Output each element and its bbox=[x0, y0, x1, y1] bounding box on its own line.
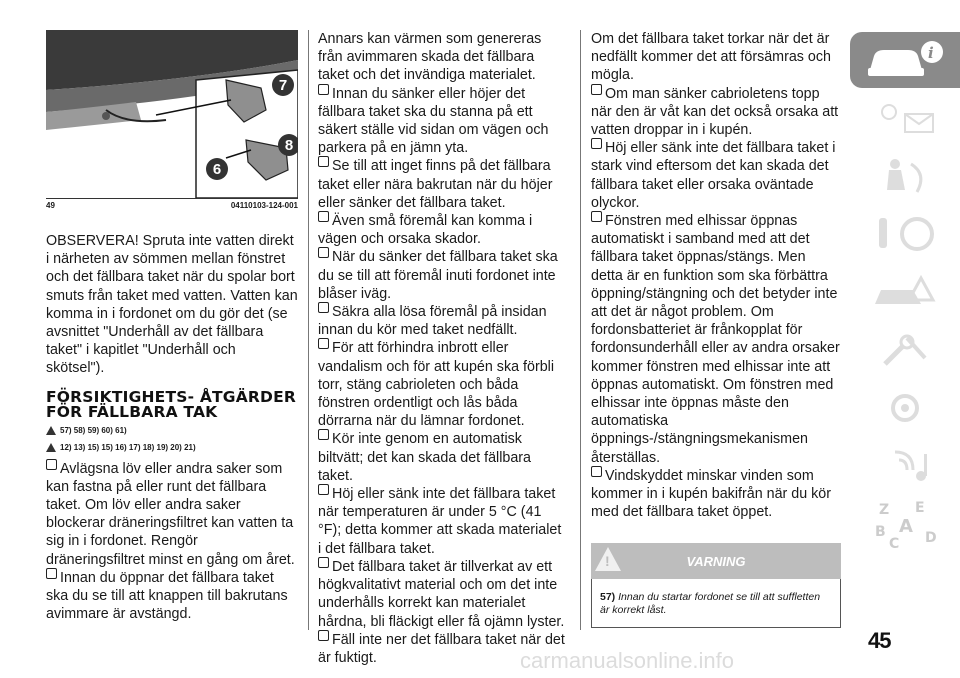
bullet-text: Fäll inte ner det fällbara taket när det är fuktigt. bbox=[318, 631, 565, 666]
bullet-item bbox=[46, 569, 298, 624]
svg-text:Z: Z bbox=[879, 502, 890, 518]
warning-title: VARNING bbox=[686, 553, 746, 569]
multimedia-icon bbox=[865, 444, 945, 488]
bullet-box-icon bbox=[318, 484, 329, 495]
warning-header bbox=[591, 543, 841, 579]
bullet-item bbox=[318, 430, 568, 485]
safety-seat-icon bbox=[865, 154, 945, 198]
bullet-box-icon bbox=[318, 302, 329, 313]
watermark: carmanualsonline.info bbox=[520, 648, 735, 673]
chapter-tab-technical-data[interactable] bbox=[850, 380, 960, 436]
steering-key-icon bbox=[865, 212, 945, 256]
ref-numbers: 12) 13) 15) 15) 16) 17) 18) 19) 20) 21) bbox=[60, 442, 196, 452]
bullet-item bbox=[46, 460, 298, 569]
warning-car-icon bbox=[865, 270, 945, 314]
caution-triangle-icon bbox=[46, 443, 56, 452]
chapter-sidebar bbox=[850, 32, 960, 627]
svg-text:i: i bbox=[928, 44, 934, 62]
bullet-box-icon bbox=[591, 84, 602, 95]
bullet-box-icon bbox=[318, 84, 329, 95]
chapter-tab-know-your-car[interactable] bbox=[850, 32, 960, 88]
figure-49 bbox=[46, 30, 298, 198]
bullet-text: Innan du öppnar det fällbara taket ska du se till att knappen till bakrutans avimmare är avstängd. bbox=[46, 569, 288, 623]
bullet-item bbox=[591, 139, 841, 212]
ref-line-1 bbox=[46, 426, 298, 435]
svg-text:B: B bbox=[875, 524, 886, 540]
bullet-text: När du sänker det fällbara taket ska du se till att föremål inuti fordonet inte blåser iväg. bbox=[318, 249, 558, 302]
bullet-box-icon bbox=[318, 211, 329, 222]
ref-numbers: 57) 58) 59) 60) 61) bbox=[60, 425, 127, 435]
bullet-text: Även små föremål kan komma i vägen och orsaka skador. bbox=[318, 213, 533, 248]
bullet-box-icon bbox=[46, 568, 57, 579]
figure-code: 04110103-124-001 bbox=[230, 201, 298, 210]
column-3 bbox=[591, 30, 841, 628]
column-divider bbox=[308, 30, 309, 630]
bullet-item bbox=[318, 485, 568, 558]
bullet-text: Höj eller sänk inte det fällbara taket i stark vind eftersom det kan skada det fällbara taket eller orsaka oväntade olyckor. bbox=[591, 140, 836, 211]
car-info-icon bbox=[860, 38, 950, 82]
bullet-box-icon bbox=[591, 211, 602, 222]
svg-text:C: C bbox=[889, 536, 900, 552]
bullet-item bbox=[318, 212, 568, 248]
bullet-text: För att förhindra inbrott eller vandalism och för att kupén ska förbli torr, stäng cabrioleten och båda fönstren ordentligt och lås båda dörrarna när du lämnar fordonet. bbox=[318, 340, 555, 430]
column-1 bbox=[46, 30, 298, 623]
bullet-text: Kör inte genom en automatisk biltvätt; det kan skada det fällbara taket. bbox=[318, 431, 531, 484]
bullet-item bbox=[591, 467, 841, 522]
bullet-item bbox=[318, 248, 568, 303]
warning-triangle-icon bbox=[46, 426, 56, 435]
svg-text:A: A bbox=[899, 516, 913, 537]
chapter-tab-dashboard[interactable] bbox=[850, 90, 960, 146]
callout-7: 7 bbox=[272, 74, 294, 96]
bullet-text: Om man sänker cabrioletens topp när den är våt kan det också orsaka att vatten droppar in i kupén. bbox=[591, 85, 839, 139]
bullet-text: Fönstren med elhissar öppnas automatiskt i samband med att det fällbara taket öppnas/stängs. Men detta är en funktion som ska förbättra öppning/stängning och det betyder inte att det är något problem. Om fordonsbatteriet är frånkopplat för fordonsunderhåll eller av andra orsaker kommer fönstren med elhissar inte att öppnas automatiskt. Om fönstren med elhissar inte öppnas måste den automatiska öppnings-/stängningsmekanismen återställas. bbox=[591, 213, 840, 466]
bullet-box-icon bbox=[318, 630, 329, 641]
bullet-text: Det fällbara taket är tillverkat av ett högkvalitativt material och om det inte underhålls korrekt kan materialet hårdna, bli fläckigt eller få ojämn lyster. bbox=[318, 558, 565, 630]
bullet-box-icon bbox=[591, 466, 602, 477]
chapter-tab-multimedia[interactable] bbox=[850, 438, 960, 494]
bullet-item bbox=[591, 85, 841, 140]
svg-text:D: D bbox=[925, 530, 937, 546]
bullet-item bbox=[318, 157, 568, 212]
bullet-box-icon bbox=[318, 156, 329, 167]
svg-text:E: E bbox=[915, 500, 925, 516]
figure-number: 49 bbox=[46, 201, 55, 210]
bullet-item bbox=[591, 212, 841, 467]
index-letters-icon bbox=[865, 496, 945, 552]
bullet-text: Säkra alla lösa föremål på insidan innan du kör med taket nedfällt. bbox=[318, 304, 547, 339]
bullet-box-icon bbox=[318, 247, 329, 258]
warning-triangle-icon: ! bbox=[595, 547, 621, 571]
warning-ref: 57) bbox=[600, 591, 616, 604]
bullet-item bbox=[318, 339, 568, 430]
callout-8: 8 bbox=[278, 134, 298, 156]
warning-text: Innan du startar fordonet se till att suffletten är korrekt låst. bbox=[600, 591, 821, 617]
callout-6: 6 bbox=[206, 158, 228, 180]
bullet-item bbox=[318, 85, 568, 158]
warning-body bbox=[591, 579, 841, 628]
service-tools-icon bbox=[865, 328, 945, 372]
intro-paragraph: Om det fällbara taket torkar när det är nedfällt kommer det att försämras och mögla. bbox=[591, 31, 831, 84]
bullet-box-icon bbox=[318, 338, 329, 349]
bullet-text: Se till att inget finns på det fällbara taket eller nära bakrutan när du höjer eller sänker det fällbara taket. bbox=[318, 158, 553, 211]
figure-caption bbox=[46, 198, 298, 210]
bullet-box-icon bbox=[46, 459, 57, 470]
chapter-tab-safety[interactable] bbox=[850, 148, 960, 204]
bullet-text: Avlägsna löv eller andra saker som kan fastna på eller runt det fällbara taket. Om löv eller andra saker blockerar dräneringsfiltret kan vatten ta sig in i fordonet. Rengör dräneringsfiltret minst en gång om året. bbox=[46, 460, 295, 568]
chapter-tab-service[interactable] bbox=[850, 322, 960, 378]
chapter-tab-index[interactable] bbox=[850, 496, 960, 552]
intro-paragraph: Annars kan värmen som genereras från avimmaren skada det fällbara taket och det invändiga materialet. bbox=[318, 31, 542, 84]
column-divider bbox=[580, 30, 581, 630]
bullet-box-icon bbox=[318, 429, 329, 440]
bullet-item bbox=[318, 303, 568, 339]
bullet-text: Innan du sänker eller höjer det fällbara taket ska du stanna på ett säkert ställe vid sidan om vägen och parkera på en jämn yta. bbox=[318, 85, 549, 157]
ref-line-2 bbox=[46, 443, 298, 452]
chapter-tab-starting-driving[interactable] bbox=[850, 206, 960, 262]
section-heading: FÖRSIKTIGHETS- ÅTGÄRDER FÖR FÄLLBARA TAK bbox=[46, 387, 297, 421]
bullet-text: Vindskyddet minskar vinden som kommer in i kupén bakifrån när du kör med det fällbara taket öppet. bbox=[591, 467, 831, 521]
bullet-box-icon bbox=[591, 138, 602, 149]
note-paragraph: OBSERVERA! Spruta inte vatten direkt i närheten av sömmen mellan fönstret och det fällbara taket när du spolar bort smuts från taket med vatten. Vatten kan komma in i fordonet om du gör det (se avsnittet "Underhåll av det fällbara taket" i kapitlet "Underhåll och skötsel"). bbox=[46, 233, 298, 377]
bullet-box-icon bbox=[318, 557, 329, 568]
bullet-item bbox=[318, 558, 568, 631]
bullet-text: Höj eller sänk inte det fällbara taket när temperaturen är under 5 °C (41 °F); detta kommer att skada materialet i det fällbara taket. bbox=[318, 486, 562, 557]
dashboard-lights-icon bbox=[865, 96, 945, 140]
chapter-tab-emergency[interactable] bbox=[850, 264, 960, 320]
technical-data-icon bbox=[865, 386, 945, 430]
column-2 bbox=[318, 30, 568, 667]
roof-drain-illustration bbox=[46, 30, 298, 198]
page-number: 45 bbox=[868, 628, 891, 653]
